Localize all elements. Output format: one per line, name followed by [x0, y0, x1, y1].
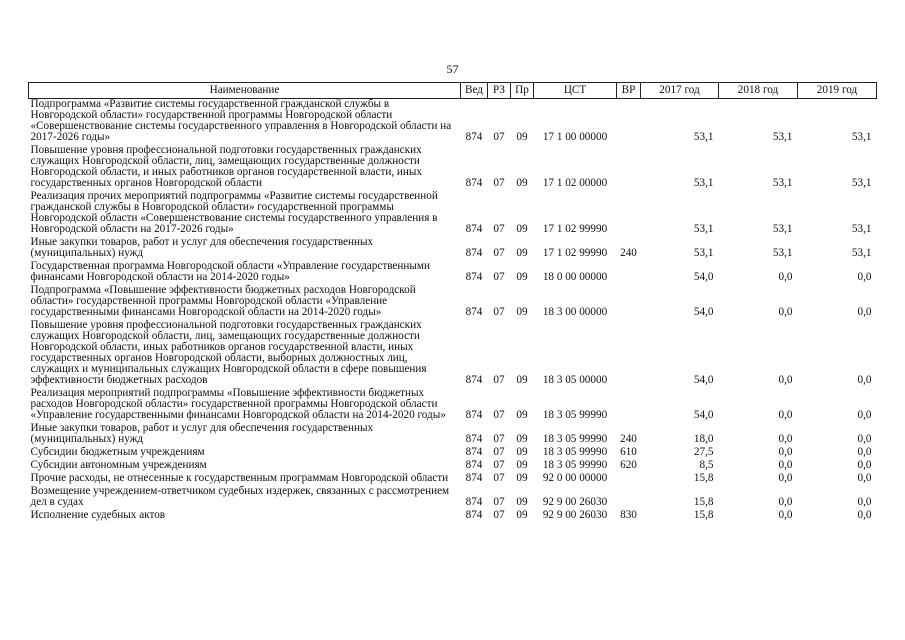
- table-row: [29, 421, 877, 445]
- cell-2018: 53,1: [772, 131, 793, 143]
- table-header-row: [29, 83, 877, 99]
- cell-ved: 874: [465, 271, 483, 283]
- cell-ved: 874: [465, 496, 483, 508]
- cell-name: Государственная программа Новгородской области «Управление государственными финансами Новгородской области на 2014-2020 годы»: [30, 260, 430, 283]
- cell-2017: 15,8: [693, 496, 714, 508]
- cell-vr: [617, 259, 641, 283]
- cell-2017: 53,1: [693, 131, 714, 143]
- cell-rz: 07: [493, 374, 505, 386]
- cell-name: Субсидии бюджетным учреждениям: [30, 446, 205, 458]
- table-row: [29, 386, 877, 421]
- cell-2019: 53,1: [851, 177, 872, 189]
- cell-2018: 0,0: [778, 496, 793, 508]
- cell-vr: [617, 99, 641, 144]
- cell-2019: 0,0: [857, 271, 872, 283]
- cell-2018: 0,0: [778, 433, 793, 445]
- cell-vr: 610: [620, 446, 637, 458]
- cell-ved: 874: [465, 131, 483, 143]
- cell-pr: 09: [516, 509, 528, 521]
- cell-ved: 874: [465, 459, 483, 471]
- cell-name: Исполнение судебных актов: [30, 509, 166, 521]
- cell-vr: 240: [620, 433, 637, 445]
- cell-rz: 07: [493, 509, 505, 521]
- cell-2019: 0,0: [857, 306, 872, 318]
- table-row: [29, 318, 877, 386]
- table-row: [29, 458, 877, 471]
- cell-rz: 07: [493, 409, 505, 421]
- cell-pr: 09: [516, 131, 528, 143]
- cell-ved: 874: [465, 433, 483, 445]
- cell-2019: 0,0: [857, 446, 872, 458]
- cell-2019: 0,0: [857, 409, 872, 421]
- cell-name: Реализация мероприятий подпрограммы «Повышение эффективности бюджетных расходов Новгородской области» государственной программы Новгородской области «Управление государственными финансами Новгородской области на 2014-2020 годы»: [30, 387, 446, 421]
- cell-2019: 53,1: [851, 131, 872, 143]
- cell-2019: 0,0: [857, 374, 872, 386]
- cell-cst: 92 0 00 00000: [542, 472, 608, 484]
- cell-2018: 0,0: [778, 374, 793, 386]
- budget-table: [28, 82, 877, 521]
- cell-pr: 09: [516, 446, 528, 458]
- cell-ved: 874: [465, 306, 483, 318]
- cell-vr: 240: [620, 247, 637, 259]
- cell-cst: 17 1 02 00000: [542, 177, 608, 189]
- cell-cst: 17 1 02 99990: [542, 247, 608, 259]
- cell-vr: 830: [620, 509, 637, 521]
- cell-rz: 07: [493, 496, 505, 508]
- cell-cst: 18 0 00 00000: [542, 271, 608, 283]
- cell-cst: 17 1 00 00000: [542, 131, 608, 143]
- cell-2017: 54,0: [693, 271, 714, 283]
- cell-vr: 620: [620, 459, 637, 471]
- cell-cst: 17 1 02 99990: [542, 223, 608, 235]
- header-cst: ЦСТ: [534, 83, 617, 99]
- cell-2018: 53,1: [772, 247, 793, 259]
- cell-name: Прочие расходы, не отнесенные к государственным программам Новгородской области: [30, 472, 449, 484]
- cell-2019: 53,1: [851, 223, 872, 235]
- header-rz: РЗ: [488, 83, 511, 99]
- cell-2018: 0,0: [778, 446, 793, 458]
- cell-pr: 09: [516, 472, 528, 484]
- cell-2019: 0,0: [857, 509, 872, 521]
- cell-2018: 53,1: [772, 177, 793, 189]
- cell-pr: 09: [516, 177, 528, 189]
- header-2019: 2019 год: [798, 83, 877, 99]
- cell-2018: 0,0: [778, 409, 793, 421]
- cell-vr: [617, 143, 641, 189]
- cell-cst: 92 9 00 26030: [542, 496, 608, 508]
- cell-rz: 07: [493, 223, 505, 235]
- cell-2017: 18,0: [693, 433, 714, 445]
- table-row: [29, 99, 877, 144]
- cell-cst: 18 3 05 99990: [542, 459, 608, 471]
- cell-ved: 874: [465, 409, 483, 421]
- cell-rz: 07: [493, 472, 505, 484]
- header-pr: Пр: [511, 83, 534, 99]
- cell-ved: 874: [465, 247, 483, 259]
- cell-2017: 15,8: [693, 509, 714, 521]
- header-ved: Вед: [461, 83, 488, 99]
- header-vr: ВР: [617, 83, 641, 99]
- cell-pr: 09: [516, 223, 528, 235]
- cell-2019: 0,0: [857, 459, 872, 471]
- cell-2019: 0,0: [857, 496, 872, 508]
- header-2017: 2017 год: [641, 83, 719, 99]
- cell-2017: 53,1: [693, 223, 714, 235]
- cell-name: Иные закупки товаров, работ и услуг для обеспечения государственных (муниципальных) нужд: [30, 422, 374, 445]
- cell-2017: 27,5: [693, 446, 714, 458]
- cell-vr: [617, 318, 641, 386]
- cell-name: Реализация прочих мероприятий подпрограммы «Развитие системы государственной гражданской службы в Новгородской области» государственной программы Новгородской области «Совершенствование системы государственного управления в Новгородской области на 2017-2026 годы»: [30, 190, 438, 235]
- cell-pr: 09: [516, 433, 528, 445]
- table-row: [29, 508, 877, 521]
- cell-name: Повышение уровня профессиональной подготовки государственных гражданских служащих Новгородской области, лиц, замещающих государственные должности Новгородской области, иных работников органов государственной власти, иных государственных органов Новгородской области, выборных должностных лиц, служащих и муниципальных служащих Новгородской области в сфере повышения эффективности бюджетных расходов: [30, 319, 427, 386]
- cell-2017: 53,1: [693, 177, 714, 189]
- cell-2019: 0,0: [857, 433, 872, 445]
- cell-2017: 54,0: [693, 409, 714, 421]
- cell-name: Подпрограмма «Развитие системы государственной гражданской службы в Новгородской области» государственной программы Новгородской области «Совершенствование системы государственного управления в Новгородской области на 2017-2026 годы»: [30, 98, 452, 143]
- cell-pr: 09: [516, 271, 528, 283]
- cell-vr: [617, 484, 641, 508]
- cell-cst: 18 3 05 99990: [542, 433, 608, 445]
- table-row: [29, 143, 877, 189]
- cell-2019: 0,0: [857, 472, 872, 484]
- cell-2017: 54,0: [693, 374, 714, 386]
- table-row: [29, 189, 877, 235]
- cell-pr: 09: [516, 409, 528, 421]
- cell-2017: 15,8: [693, 472, 714, 484]
- cell-2017: 8,5: [699, 459, 714, 471]
- cell-ved: 874: [465, 223, 483, 235]
- cell-2017: 54,0: [693, 306, 714, 318]
- cell-pr: 09: [516, 247, 528, 259]
- cell-rz: 07: [493, 247, 505, 259]
- cell-rz: 07: [493, 131, 505, 143]
- cell-name: Возмещение учреждением-ответчиком судебных издержек, связанных с рассмотрением дел в судах: [30, 485, 450, 508]
- header-name: Наименование: [29, 83, 461, 99]
- cell-2019: 53,1: [851, 247, 872, 259]
- cell-rz: 07: [493, 459, 505, 471]
- cell-2018: 0,0: [778, 271, 793, 283]
- cell-rz: 07: [493, 446, 505, 458]
- cell-rz: 07: [493, 433, 505, 445]
- cell-2018: 0,0: [778, 472, 793, 484]
- cell-name: Подпрограмма «Повышение эффективности бюджетных расходов Новгородской области» государственной программы Новгородской области «Управление государственными финансами Новгородской области на 2014-2020 годы»: [30, 284, 416, 318]
- cell-cst: 18 3 05 00000: [542, 374, 608, 386]
- cell-pr: 09: [516, 459, 528, 471]
- table-row: [29, 283, 877, 318]
- cell-cst: 18 3 05 99990: [542, 409, 608, 421]
- cell-rz: 07: [493, 177, 505, 189]
- table-row: [29, 471, 877, 484]
- table-row: [29, 235, 877, 259]
- cell-ved: 874: [465, 177, 483, 189]
- cell-ved: 874: [465, 446, 483, 458]
- page-number: 57: [446, 62, 459, 76]
- cell-cst: 92 9 00 26030: [542, 509, 608, 521]
- cell-name: Повышение уровня профессиональной подготовки государственных гражданских служащих Новгородской области, лиц, замещающих государственные должности Новгородской области, и иных работников органов государственной власти, иных государственных органов Новгородской области: [30, 144, 423, 189]
- cell-2018: 0,0: [778, 509, 793, 521]
- cell-vr: [617, 189, 641, 235]
- cell-pr: 09: [516, 306, 528, 318]
- cell-vr: [617, 283, 641, 318]
- cell-ved: 874: [465, 472, 483, 484]
- cell-name: Иные закупки товаров, работ и услуг для обеспечения государственных (муниципальных) нужд: [30, 236, 374, 259]
- cell-ved: 874: [465, 374, 483, 386]
- table-row: [29, 445, 877, 458]
- cell-2018: 0,0: [778, 459, 793, 471]
- header-2018: 2018 год: [719, 83, 798, 99]
- cell-ved: 874: [465, 509, 483, 521]
- cell-cst: 18 3 05 99990: [542, 446, 608, 458]
- cell-2017: 53,1: [693, 247, 714, 259]
- cell-vr: [617, 386, 641, 421]
- cell-name: Субсидии автономным учреждениям: [30, 459, 207, 471]
- cell-vr: [617, 471, 641, 484]
- cell-rz: 07: [493, 306, 505, 318]
- cell-pr: 09: [516, 496, 528, 508]
- table-row: [29, 484, 877, 508]
- cell-pr: 09: [516, 374, 528, 386]
- cell-cst: 18 3 00 00000: [542, 306, 608, 318]
- cell-2018: 53,1: [772, 223, 793, 235]
- table-row: [29, 259, 877, 283]
- cell-rz: 07: [493, 271, 505, 283]
- cell-2018: 0,0: [778, 306, 793, 318]
